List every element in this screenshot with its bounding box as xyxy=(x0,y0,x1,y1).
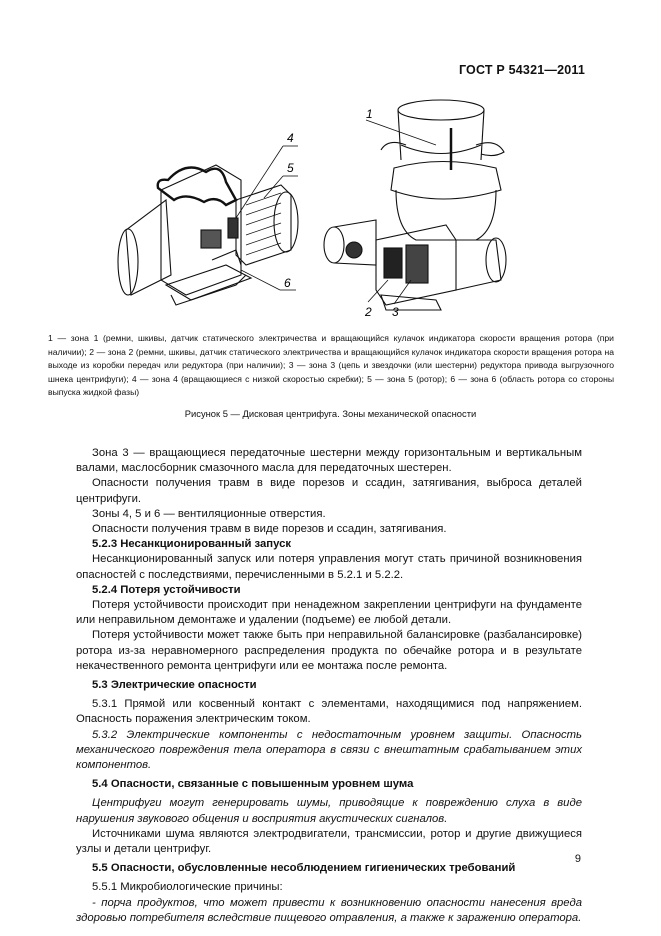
paragraph: 5.3.2 Электрические компоненты с недостаточным уровнем защиты. Опасность механического повреждения тела оператора в связи с внештатным срабатыванием этих компонентов. xyxy=(76,728,582,772)
centrifuge-figure xyxy=(76,90,596,325)
paragraph: Опасности получения травм в виде порезов и ссадин, затягивания. xyxy=(92,523,447,536)
figure-label-3: 3 xyxy=(392,305,399,319)
paragraph: Источниками шума являются электродвигатели, трансмиссии, ротор и другие движущиеся узлы и детали центрифуг. xyxy=(76,827,582,856)
figure-caption: Рисунок 5 — Дисковая центрифуга. Зоны механической опасности xyxy=(184,408,477,419)
right-centrifuge-drawing xyxy=(324,100,506,310)
left-centrifuge-drawing xyxy=(118,146,298,305)
paragraph: 5.3.1 Прямой или косвенный контакт с элементами, находящимися под напряжением. Опасность поражения электрическим током. xyxy=(76,698,582,726)
figure-legend: 1 — зона 1 (ремни, шкивы, датчик статического электричества и вращающийся кулачок индикатора скорости вращения ротора (при наличии); 2 — зона 2 (ремни, шкивы, датчик статического электричества и вращающийся кулачок индикатора скорости вращения ротора на выходе из коробки передач или редуктора (при наличии); 3 — зона 3 (цепь и звездочки (или шестерни) редуктора привода выгрузочного шнека центрифуги); 4 — зона 4 (вращающиеся с низкой скоростью скребки); 5 — зона 5 (ротор); 6 — зона 6 (область ротора со стороны выпуска жидкой фазы) xyxy=(48,333,614,398)
page-number: 9 xyxy=(574,853,581,865)
figure-label-1: 1 xyxy=(366,107,373,121)
paragraph: Зоны 4, 5 и 6 — вентиляционные отверстия. xyxy=(92,507,326,520)
figure-label-5: 5 xyxy=(287,161,294,175)
paragraph: Зона 3 — вращающиеся передаточные шестерни между горизонтальным и вертикальным валами, маслосборник смазочного масла для передаточных шестерен. xyxy=(76,447,582,475)
paragraph: - порча продуктов, что может привести к возникновению опасности нанесения вреда здоровью потребителя вследствие пищевого отравления, а также к заражению оператора. xyxy=(76,896,582,924)
paragraph: Потеря устойчивости происходит при ненадежном закреплении центрифуги на фундаменте или неправильном демонтаже и удалении (подъеме) ее любой детали. xyxy=(76,599,582,627)
figure-label-2: 2 xyxy=(365,305,372,319)
figure-label-6: 6 xyxy=(284,276,291,290)
figure-label-4: 4 xyxy=(287,131,294,145)
main-text xyxy=(76,446,582,926)
paragraph: Центрифуги могут генерировать шумы, приводящие к повреждению слуха в виде нарушения звукового общения и восприятия акустических сигналов. xyxy=(76,797,582,825)
section-heading: 5.4 Опасности, связанные с повышенным уровнем шума xyxy=(92,778,414,791)
paragraph: Несанкционированный запуск или потеря управления могут стать причиной возникновения опасностей с последствиями, перечисленными в 5.2.1 и 5.2.2. xyxy=(76,553,582,581)
paragraph: Потеря устойчивости может также быть при неправильной балансировке (разбалансировке) ротора из-за неравномерного распределения продукта по обечайке ротора и в результате некачественного ремонта центрифуги или ее монтажа после ремонта. xyxy=(76,629,582,672)
section-heading: 5.5 Опасности, обусловленные несоблюдением гигиенических требований xyxy=(92,862,516,875)
standard-header: ГОСТ Р 54321—2011 xyxy=(458,63,585,77)
section-heading: 5.2.4 Потеря устойчивости xyxy=(92,583,241,596)
section-heading: 5.3 Электрические опасности xyxy=(92,679,257,692)
paragraph: Опасности получения травм в виде порезов и ссадин, затягивания, выброса деталей центрифуги. xyxy=(76,477,582,505)
section-heading: 5.2.3 Несанкционированный запуск xyxy=(92,538,292,551)
paragraph: 5.5.1 Микробиологические причины: xyxy=(92,881,283,894)
